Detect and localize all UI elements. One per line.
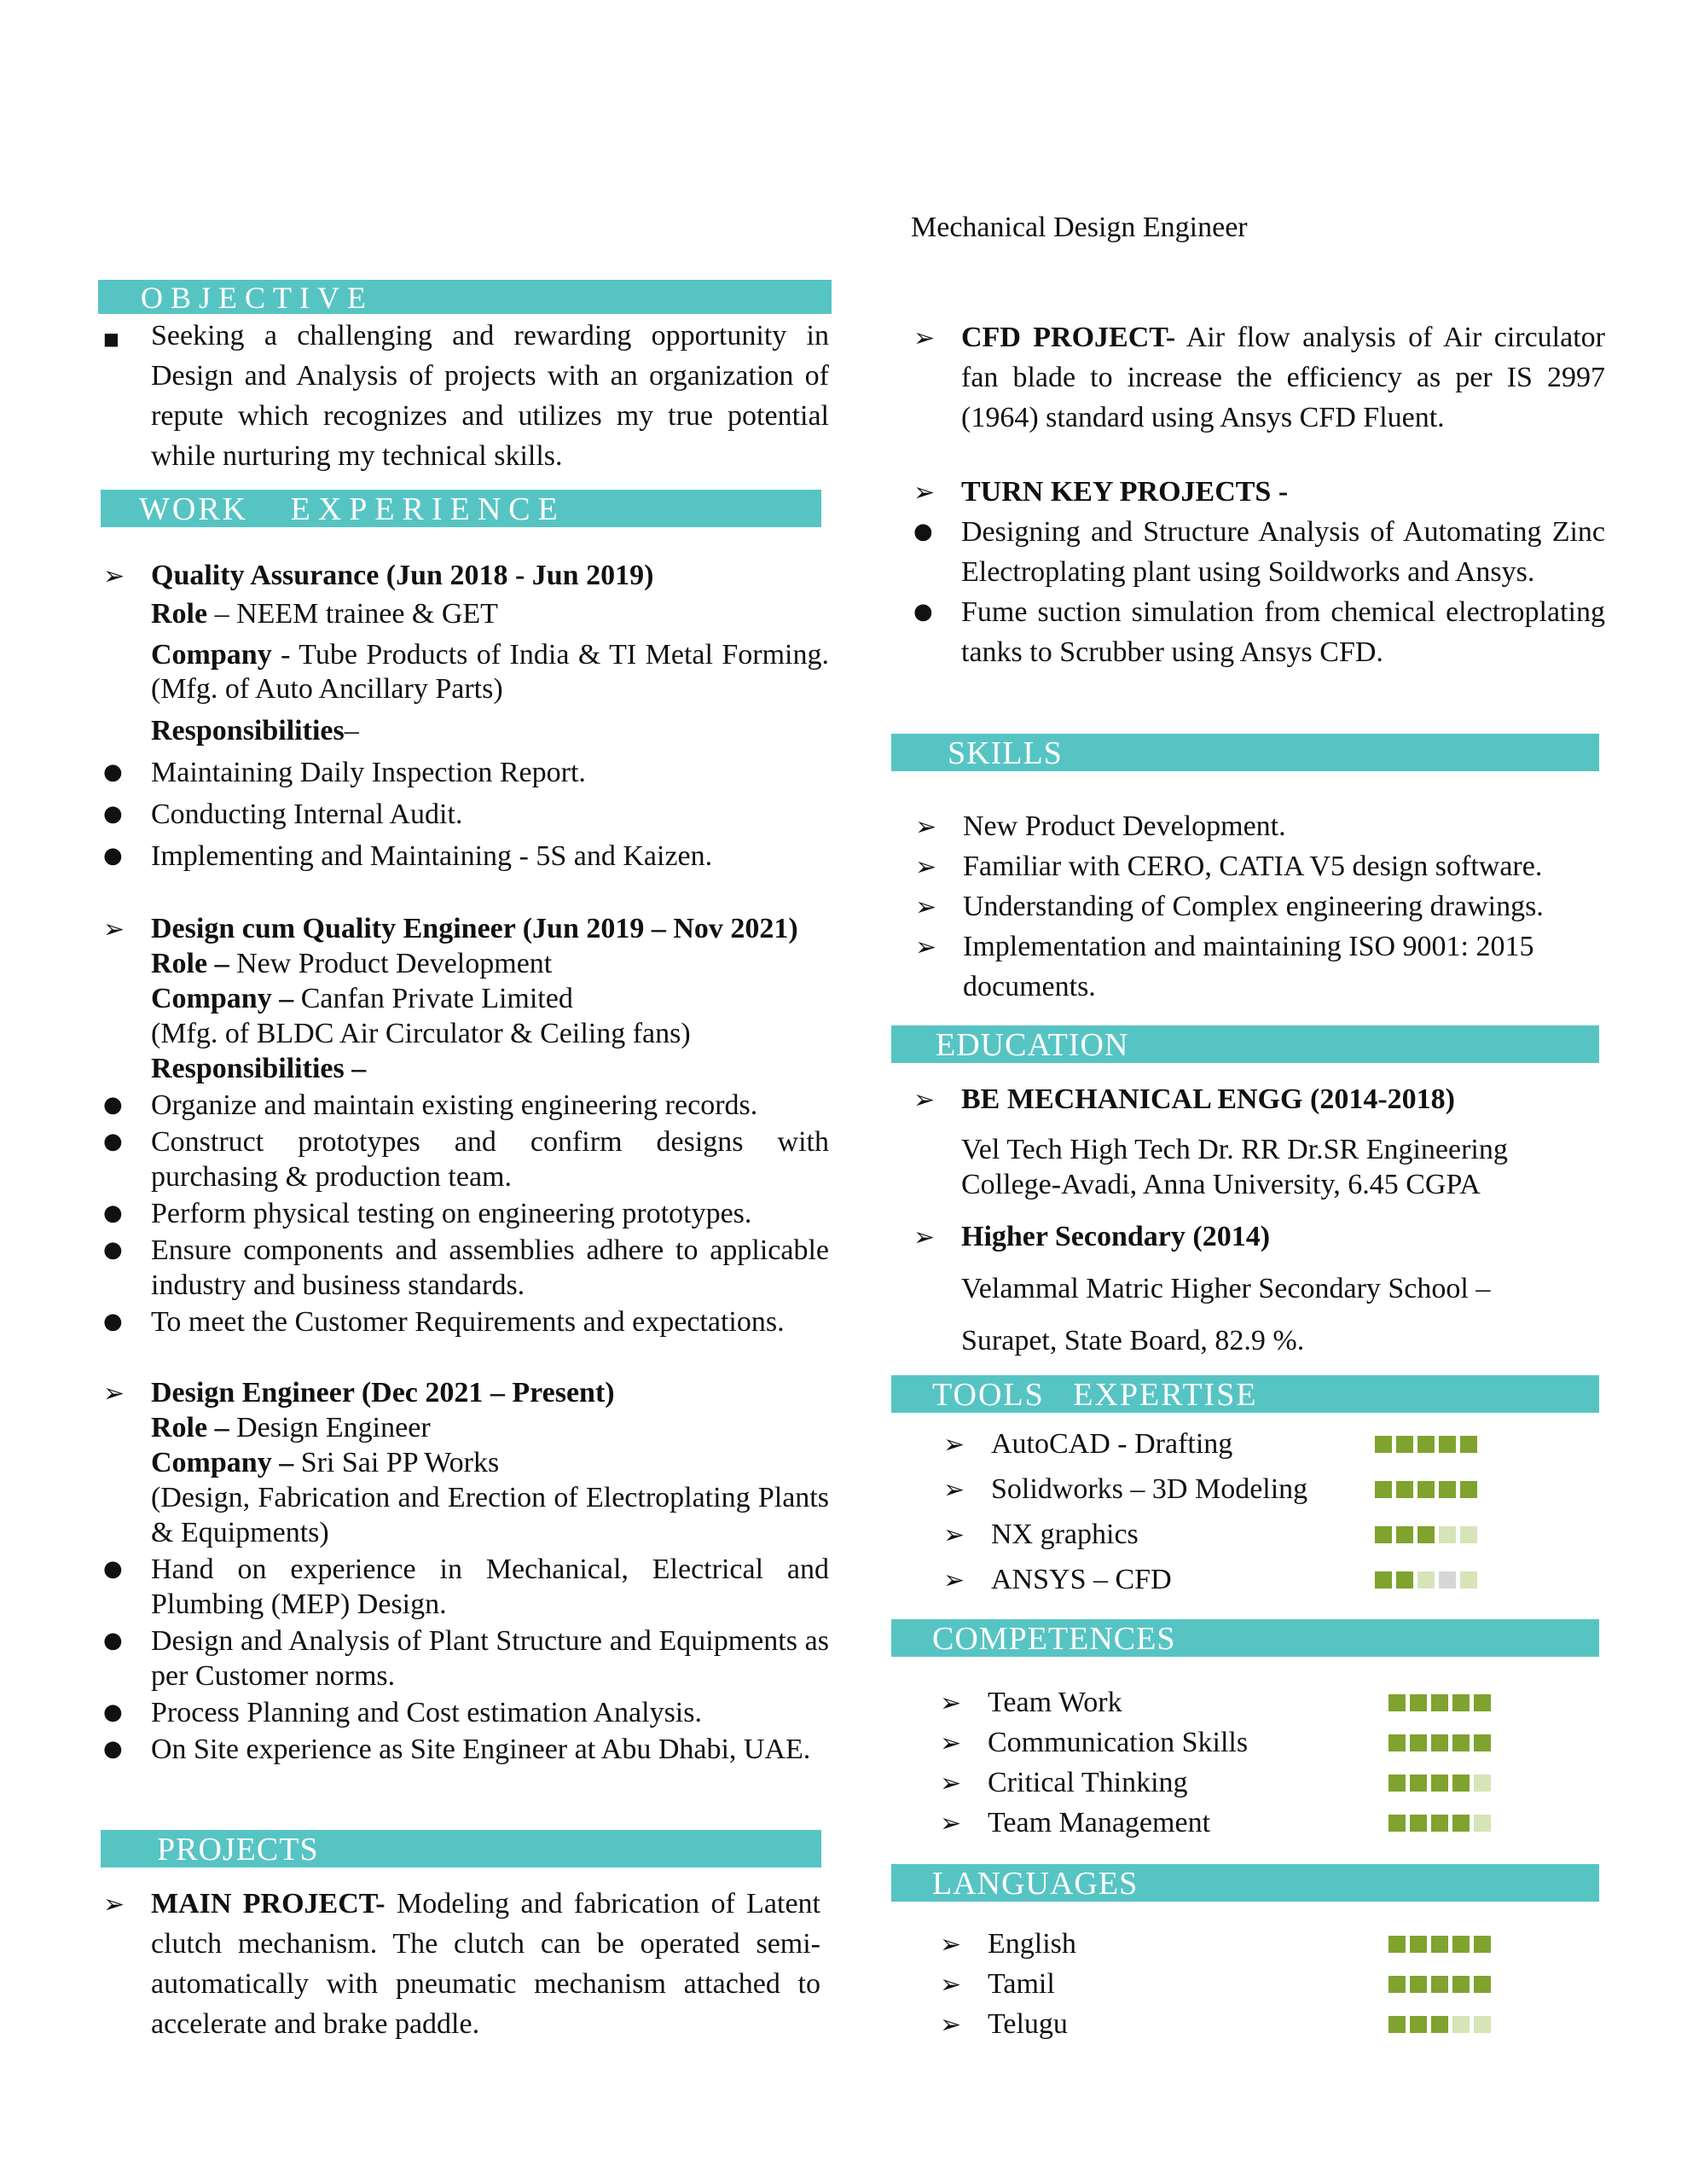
rating-square — [1452, 1734, 1470, 1751]
rating-row — [940, 2007, 1602, 2042]
work-title-a: WORK — [139, 491, 249, 527]
role-label: Role – — [151, 1412, 229, 1443]
list-item: Perform physical testing on engineering prototypes. — [151, 1198, 752, 1229]
rating-square — [1460, 1571, 1477, 1589]
rating-label: Solidworks – 3D Modeling — [991, 1473, 1308, 1505]
rating-square — [1410, 1976, 1427, 1993]
rating-square — [1388, 1815, 1406, 1832]
competences-title: COMPETENCES — [932, 1621, 1176, 1657]
rating-square — [1431, 1734, 1448, 1751]
arrow-bullet-icon: ➢ — [915, 932, 937, 962]
tools-title-a: TOOLS — [932, 1377, 1045, 1413]
rating-square — [1431, 1694, 1448, 1711]
rating-square — [1388, 1774, 1406, 1792]
rating-square — [1396, 1436, 1413, 1453]
cfd-project-label: CFD PROJECT- — [961, 322, 1176, 353]
rating-label: AutoCAD - Drafting — [991, 1428, 1233, 1460]
rating-squares — [1388, 1734, 1491, 1751]
list-item: Organize and maintain existing engineering records. — [151, 1089, 758, 1121]
list-item: Design and Analysis of Plant Structure and Equipments as per Customer norms. — [151, 1625, 829, 1692]
bullet-icon: ● — [103, 1237, 123, 1263]
rating-square — [1388, 1694, 1406, 1711]
job-quality-assurance — [103, 558, 829, 874]
rating-squares — [1375, 1436, 1477, 1453]
list-item: Familiar with CERO, CATIA V5 design software. — [963, 851, 1543, 882]
company-note: (Design, Fabrication and Erection of Electroplating Plants & Equipments) — [151, 1482, 829, 1548]
rating-label: ANSYS – CFD — [991, 1564, 1172, 1595]
arrow-bullet-icon: ➢ — [943, 1520, 965, 1550]
job-heading: Quality Assurance (Jun 2018 - Jun 2019) — [151, 560, 654, 591]
rating-square — [1375, 1571, 1392, 1589]
education-title: EDUCATION — [936, 1027, 1129, 1063]
turnkey-projects — [913, 472, 1605, 672]
arrow-bullet-icon: ➢ — [913, 478, 936, 508]
arrow-bullet-icon: ➢ — [915, 892, 937, 922]
objective-header — [98, 280, 832, 314]
rating-row — [940, 1967, 1602, 2001]
arrow-bullet-icon: ➢ — [940, 1769, 962, 1798]
rating-square — [1452, 1976, 1470, 1993]
rating-label: Critical Thinking — [988, 1767, 1188, 1798]
list-item: Implementation and maintaining ISO 9001: 2015 documents. — [963, 931, 1534, 1002]
rating-square — [1474, 1976, 1491, 1993]
rating-square — [1452, 1936, 1470, 1953]
list-item: Implementing and Maintaining - 5S and Kaizen. — [151, 840, 713, 872]
rating-label: English — [988, 1928, 1076, 1960]
responsibilities-label: Responsibilities – — [151, 1053, 367, 1084]
list-item: Hand on experience in Mechanical, Electrical and Plumbing (MEP) Design. — [151, 1554, 829, 1620]
rating-square — [1452, 1815, 1470, 1832]
bullet-icon: ● — [103, 1129, 123, 1154]
company-note: (Mfg. of BLDC Air Circulator & Ceiling fans) — [151, 1018, 691, 1049]
arrow-bullet-icon: ➢ — [943, 1430, 965, 1460]
bullet-icon: ● — [103, 1309, 123, 1334]
education-line: Surapet, State Board, 82.9 %. — [961, 1325, 1305, 1356]
education-line: Velammal Matric Higher Secondary School – — [961, 1273, 1491, 1304]
list-item: Fume suction simulation from chemical electroplating tanks to Scrubber using Ansys CFD. — [961, 596, 1605, 668]
rating-square — [1388, 1734, 1406, 1751]
role-label: Role — [151, 598, 208, 630]
arrow-bullet-icon: ➢ — [103, 1379, 125, 1409]
rating-square — [1396, 1571, 1413, 1589]
arrow-bullet-icon: ➢ — [103, 561, 125, 591]
rating-square — [1452, 2016, 1470, 2033]
bullet-icon: ● — [913, 599, 933, 624]
company-value: Canfan Private Limited — [293, 983, 573, 1014]
rating-square — [1431, 1774, 1448, 1792]
rating-square — [1460, 1481, 1477, 1498]
rating-square — [1417, 1571, 1435, 1589]
arrow-bullet-icon: ➢ — [915, 812, 937, 842]
rating-square — [1474, 1815, 1491, 1832]
rating-square — [1460, 1526, 1477, 1543]
tools-expertise-header — [891, 1375, 1599, 1413]
skills-header — [891, 734, 1599, 771]
rating-squares — [1375, 1481, 1477, 1498]
bullet-icon: ● — [103, 1736, 123, 1762]
rating-square — [1417, 1436, 1435, 1453]
company-value: Sri Sai PP Works — [293, 1447, 500, 1478]
arrow-bullet-icon: ➢ — [940, 1970, 962, 2000]
main-project — [103, 1884, 820, 2044]
languages-header — [891, 1864, 1599, 1902]
rating-squares — [1375, 1526, 1477, 1543]
rating-square — [1388, 1936, 1406, 1953]
list-item: New Product Development. — [963, 810, 1286, 842]
role-value: New Product Development — [229, 948, 553, 979]
rating-square — [1375, 1481, 1392, 1498]
tools-title-b: EXPERTISE — [1073, 1377, 1258, 1413]
rating-row — [940, 1927, 1602, 1961]
rating-square — [1474, 1936, 1491, 1953]
arrow-bullet-icon: ➢ — [943, 1565, 965, 1595]
rating-square — [1388, 1976, 1406, 1993]
arrow-bullet-icon: ➢ — [940, 1688, 962, 1718]
arrow-bullet-icon: ➢ — [940, 1728, 962, 1758]
list-item: Understanding of Complex engineering drawings. — [963, 891, 1544, 922]
rating-square — [1460, 1436, 1477, 1453]
education-list — [913, 1082, 1601, 1358]
bullet-icon: ● — [103, 1200, 123, 1226]
rating-square — [1410, 1694, 1427, 1711]
rating-squares — [1388, 1774, 1491, 1792]
rating-square — [1474, 1734, 1491, 1751]
rating-square — [1396, 1526, 1413, 1543]
rating-row — [940, 1806, 1602, 1840]
skills-list — [915, 806, 1603, 1007]
list-item: Conducting Internal Audit. — [151, 799, 463, 830]
list-item: Construct prototypes and confirm designs with purchasing & production team. — [151, 1126, 829, 1193]
turnkey-label: TURN KEY PROJECTS - — [961, 476, 1289, 508]
education-heading: BE MECHANICAL ENGG (2014-2018) — [961, 1083, 1455, 1115]
skills-title: SKILLS — [948, 735, 1063, 771]
bullet-icon: ● — [913, 519, 933, 544]
education-header — [891, 1025, 1599, 1063]
rating-squares — [1388, 1694, 1491, 1711]
bullet-icon: ● — [103, 1092, 123, 1118]
rating-label: Team Management — [988, 1807, 1211, 1838]
rating-row — [943, 1427, 1588, 1461]
rating-row — [943, 1563, 1588, 1597]
company-label: Company — [151, 639, 272, 671]
rating-square — [1417, 1526, 1435, 1543]
role-value: – NEEM trainee & GET — [207, 598, 498, 630]
rating-square — [1431, 2016, 1448, 2033]
arrow-bullet-icon: ➢ — [913, 1085, 936, 1115]
list-item: Designing and Structure Analysis of Automating Zinc Electroplating plant using Soildworks and Ansys. — [961, 516, 1605, 588]
bullet-icon: ● — [103, 759, 123, 785]
arrow-bullet-icon: ➢ — [940, 2010, 962, 2040]
arrow-bullet-icon: ➢ — [913, 1223, 936, 1252]
projects-title: PROJECTS — [157, 1832, 319, 1867]
rating-square — [1417, 1481, 1435, 1498]
arrow-bullet-icon: ➢ — [943, 1475, 965, 1505]
rating-squares — [1375, 1571, 1477, 1589]
square-bullet-icon: ■ — [103, 328, 119, 349]
arrow-bullet-icon: ➢ — [940, 1930, 962, 1960]
rating-row — [943, 1518, 1588, 1552]
main-project-label: MAIN PROJECT- — [151, 1888, 386, 1920]
languages-title: LANGUAGES — [932, 1866, 1139, 1902]
rating-row — [940, 1766, 1602, 1800]
bullet-icon: ● — [103, 1699, 123, 1725]
list-item: Ensure components and assemblies adhere to applicable industry and business standards. — [151, 1234, 829, 1301]
cfd-project-text: Air flow analysis of Air circulator fan blade to increase the efficiency as per IS 2997 (1964) standard using Ansys CFD Fluent. — [961, 322, 1605, 433]
rating-square — [1410, 1815, 1427, 1832]
rating-row — [943, 1472, 1588, 1507]
rating-square — [1474, 2016, 1491, 2033]
work-title-b: EXPERIENCE — [290, 491, 565, 527]
rating-square — [1439, 1526, 1456, 1543]
rating-label: Telugu — [988, 2008, 1068, 2040]
role-label: Role – — [151, 948, 229, 979]
rating-square — [1439, 1571, 1456, 1589]
bullet-icon: ● — [103, 1556, 123, 1582]
job-heading: Design Engineer (Dec 2021 – Present) — [151, 1377, 615, 1409]
rating-square — [1410, 1774, 1427, 1792]
main-project-text: Modeling and fabrication of Latent clutch mechanism. The clutch can be operated semi-automatically with pneumatic mechanism attached to accelerate and brake paddle. — [151, 1888, 820, 2040]
rating-square — [1410, 2016, 1427, 2033]
rating-square — [1410, 1936, 1427, 1953]
job-heading: Design cum Quality Engineer (Jun 2019 – Nov 2021) — [151, 913, 798, 944]
rating-square — [1431, 1976, 1448, 1993]
responsibilities-suffix: – — [344, 715, 359, 746]
rating-squares — [1388, 1936, 1491, 1953]
competences-header — [891, 1619, 1599, 1657]
education-line: Vel Tech High Tech Dr. RR Dr.SR Engineering — [961, 1134, 1508, 1165]
rating-label: NX graphics — [991, 1519, 1139, 1550]
page-subtitle: Mechanical Design Engineer — [911, 212, 1248, 243]
rating-squares — [1388, 1815, 1491, 1832]
bullet-icon: ● — [103, 801, 123, 827]
role-value: Design Engineer — [229, 1412, 431, 1443]
rating-square — [1474, 1694, 1491, 1711]
rating-square — [1375, 1436, 1392, 1453]
company-label: Company – — [151, 1447, 294, 1478]
objective-title: OBJECTIVE — [141, 281, 374, 315]
cfd-project — [913, 317, 1605, 438]
job-design-engineer — [103, 1375, 829, 1767]
rating-label: Team Work — [988, 1687, 1122, 1718]
education-line: College-Avadi, Anna University, 6.45 CGPA — [961, 1169, 1481, 1200]
rating-square — [1439, 1436, 1456, 1453]
arrow-bullet-icon: ➢ — [940, 1809, 962, 1838]
arrow-bullet-icon: ➢ — [103, 915, 125, 944]
rating-label: Communication Skills — [988, 1727, 1249, 1758]
rating-square — [1439, 1481, 1456, 1498]
arrow-bullet-icon: ➢ — [913, 323, 936, 353]
rating-row — [940, 1686, 1602, 1720]
rating-square — [1452, 1774, 1470, 1792]
arrow-bullet-icon: ➢ — [103, 1890, 125, 1920]
objective-section — [103, 316, 829, 476]
bullet-icon: ● — [103, 843, 123, 868]
responsibilities-label: Responsibilities — [151, 715, 345, 746]
arrow-bullet-icon: ➢ — [915, 852, 937, 882]
rating-square — [1452, 1694, 1470, 1711]
rating-row — [940, 1726, 1602, 1760]
rating-squares — [1388, 2016, 1491, 2033]
objective-text: Seeking a challenging and rewarding opportunity in Design and Analysis of projects with an organization of repute which recognizes and utilizes my true potential while nurturing my technical skills. — [151, 320, 829, 472]
list-item: On Site experience as Site Engineer at Abu Dhabi, UAE. — [151, 1734, 811, 1765]
list-item: Process Planning and Cost estimation Analysis. — [151, 1697, 702, 1728]
education-heading: Higher Secondary (2014) — [961, 1221, 1271, 1252]
rating-square — [1474, 1774, 1491, 1792]
rating-square — [1388, 2016, 1406, 2033]
company-value: - Tube Products of India & TI Metal Forming. (Mfg. of Auto Ancillary Parts) — [151, 639, 829, 705]
rating-square — [1431, 1815, 1448, 1832]
rating-squares — [1388, 1976, 1491, 1993]
rating-square — [1431, 1936, 1448, 1953]
list-item: To meet the Customer Requirements and expectations. — [151, 1306, 785, 1338]
rating-square — [1396, 1481, 1413, 1498]
rating-square — [1410, 1734, 1427, 1751]
projects-header — [101, 1830, 821, 1867]
work-experience-header — [101, 490, 821, 527]
company-label: Company – — [151, 983, 294, 1014]
rating-label: Tamil — [988, 1968, 1055, 2000]
bullet-icon: ● — [103, 1628, 123, 1653]
list-item: Maintaining Daily Inspection Report. — [151, 757, 586, 788]
job-design-cum-quality — [103, 911, 829, 1339]
rating-square — [1375, 1526, 1392, 1543]
